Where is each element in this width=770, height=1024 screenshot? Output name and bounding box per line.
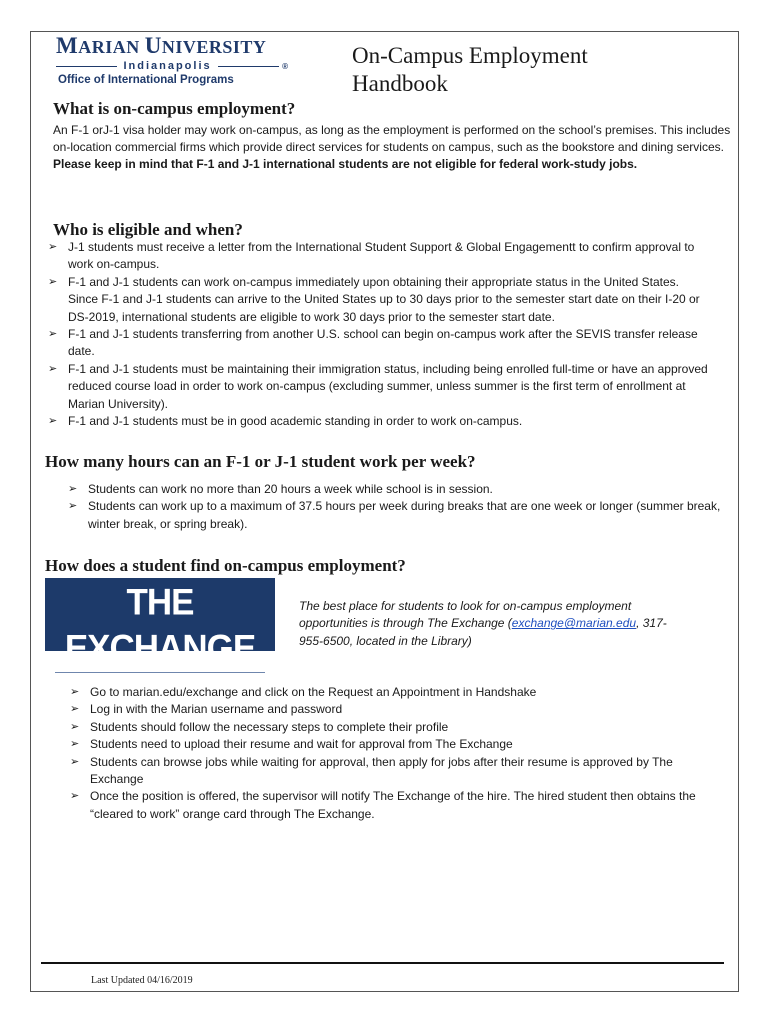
heading-what: What is on-campus employment?	[53, 99, 296, 118]
logo-wordmark: MARIAN UNIVERSITY	[56, 33, 267, 58]
heading-who: Who is eligible and when?	[53, 220, 243, 239]
list-item: ➢ F-1 and J-1 students must be maintaining their immigration status, including being enrolled full-time or have an approved reduced course load in order to work on-campus (excluding summer, unless summer is the first term of enrollment at Marian University).	[48, 361, 708, 413]
heading-hours: How many hours can an F-1 or J-1 student work per week?	[45, 452, 476, 471]
list-item: ➢ J-1 students must receive a letter from the International Student Support & Global Engagementt to confirm approval to work on-campus.	[48, 239, 708, 274]
list-item: ➢ Students can work up to a maximum of 37.5 hours per week during breaks that are one week or longer (summer break, winter break, or spring break).	[68, 498, 728, 533]
exchange-note: The best place for students to look for on-campus employment opportunities is through The Exchange (exchange@marian.edu, 317-955-6500, located in the Library)	[299, 599, 667, 648]
list-item: ➢ Students can browse jobs while waiting for approval, then apply for jobs after their resume is approved by The Exchange	[70, 754, 722, 789]
marian-university-logo	[56, 34, 288, 86]
hours-list	[68, 481, 728, 533]
heading-find: How does a student find on-campus employment?	[45, 556, 406, 575]
list-item: ➢ F-1 and J-1 students transferring from another U.S. school can begin on-campus work after the SEVIS transfer release date.	[48, 326, 708, 361]
list-item: ➢ F-1 and J-1 students can work on-campus immediately upon obtaining their appropriate status in the United States. Since F-1 and J-1 students can arrive to the United States up to 30 days prior to the semester start date on their I-20 or DS-2019, international students are eligible to work 30 days prior to the semester start date.	[48, 274, 708, 326]
list-item: ➢ F-1 and J-1 students must be in good academic standing in order to work on-campus.	[48, 413, 708, 430]
list-item: ➢ Go to marian.edu/exchange and click on the Request an Appointment in Handshake	[70, 684, 722, 701]
list-item: ➢ Students need to upload their resume and wait for approval from The Exchange	[70, 736, 722, 753]
list-item: ➢ Students should follow the necessary steps to complete their profile	[70, 719, 722, 736]
last-updated: Last Updated 04/16/2019	[91, 975, 193, 986]
list-item: ➢ Log in with the Marian username and password	[70, 701, 722, 718]
what-paragraph: An F-1 orJ-1 visa holder may work on-campus, as long as the employment is performed on the school’s premises. This includes on-location commercial firms which provide direct services for students on campus, such as the bookstore and dining services. Please keep in mind that F-1 and J-1 international students are not eligible for federal work-study jobs.	[53, 123, 731, 171]
list-item: ➢ Students can work no more than 20 hours a week while school is in session.	[68, 481, 728, 498]
who-list	[48, 239, 708, 430]
steps-list	[70, 684, 722, 823]
logo-city: Indianapolis ®	[56, 60, 288, 72]
footer-divider	[41, 962, 724, 964]
list-item: ➢ Once the position is offered, the supervisor will notify The Exchange of the hire. The hired student then obtains the “cleared to work” orange card through The Exchange.	[70, 788, 722, 823]
logo-office-name: Office of International Programs	[58, 74, 234, 86]
exchange-email-link[interactable]: exchange@marian.edu	[511, 616, 637, 631]
document-title: On-Campus Employment Handbook	[352, 43, 588, 96]
the-exchange-logo: THE EXCHANGE EXPERIENCE THAT MATTERS	[45, 578, 275, 651]
